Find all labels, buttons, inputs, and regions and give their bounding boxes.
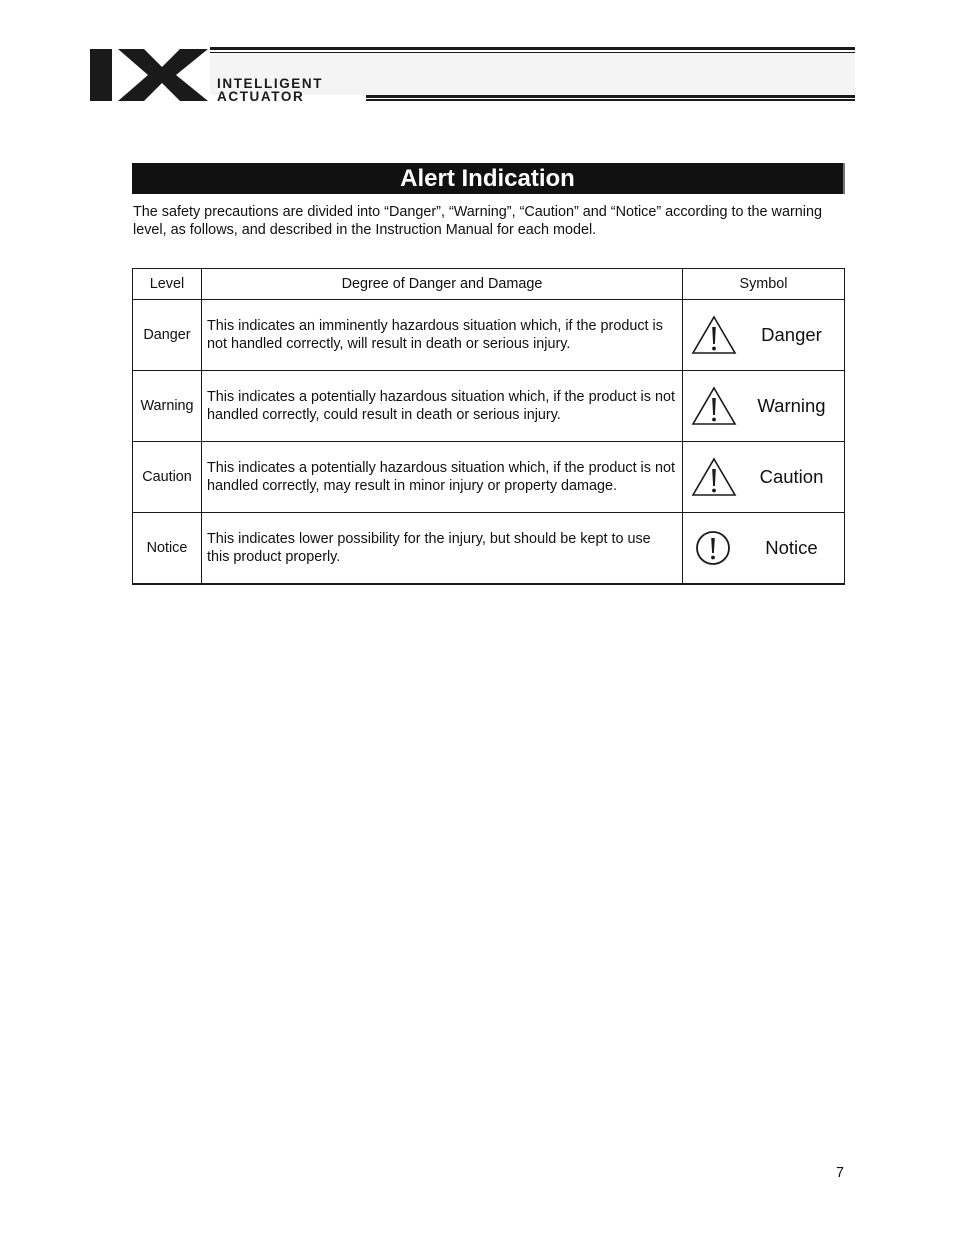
header-level: Level <box>133 269 202 300</box>
logo-line-intelligent: INTELLIGENT <box>217 76 324 91</box>
intro-paragraph: The safety precautions are divided into “Danger”, “Warning”, “Caution” and “Notice” according to the warning level, as follows, and described in the Instruction Manual for each model. <box>133 204 822 238</box>
table-row <box>133 442 845 513</box>
logo-rule <box>210 47 855 50</box>
logo-rule <box>366 99 855 101</box>
level-cell: Caution <box>133 442 202 513</box>
symbol-cell <box>683 300 845 371</box>
section-title-bar <box>132 163 845 194</box>
table-row <box>133 513 845 585</box>
description-cell: This indicates a potentially hazardous situation which, if the product is not handled correctly, may result in minor injury or property damage. <box>202 442 683 513</box>
symbol-cell <box>683 371 845 442</box>
symbol-label: Caution <box>759 466 824 487</box>
logo-rule <box>366 95 855 98</box>
description-cell: This indicates an imminently hazardous situation which, if the product is not handled correctly, will result in death or serious injury. <box>202 300 683 371</box>
warning-triangle-icon <box>691 386 737 426</box>
ix-logo-icon <box>88 47 210 103</box>
exclamation-circle-icon <box>695 530 731 566</box>
warning-triangle-icon <box>691 457 737 497</box>
level-cell: Danger <box>133 300 202 371</box>
symbol-cell <box>683 513 845 585</box>
table-row <box>133 371 845 442</box>
description-cell: This indicates lower possibility for the injury, but should be kept to use this product properly. <box>202 513 683 585</box>
symbol-label: Warning <box>757 395 826 416</box>
symbol-label: Notice <box>765 537 818 558</box>
logo-wordmark <box>217 77 323 103</box>
logo-rule <box>210 52 855 53</box>
header-symbol: Symbol <box>683 269 845 300</box>
page-number: 7 <box>835 1165 844 1181</box>
header-logo <box>88 44 856 104</box>
level-cell: Warning <box>133 371 202 442</box>
description-cell: This indicates a potentially hazardous situation which, if the product is not handled correctly, could result in death or serious injury. <box>202 371 683 442</box>
page-title: Alert Indication <box>400 165 575 192</box>
table-header-row <box>133 269 845 300</box>
logo-line-actuator: ACTUATOR <box>217 89 305 104</box>
alert-level-table <box>132 268 845 585</box>
symbol-cell <box>683 442 845 513</box>
header-degree: Degree of Danger and Damage <box>202 269 683 300</box>
symbol-label: Danger <box>761 324 822 345</box>
warning-triangle-icon <box>691 315 737 355</box>
level-cell: Notice <box>133 513 202 585</box>
table-row <box>133 300 845 371</box>
